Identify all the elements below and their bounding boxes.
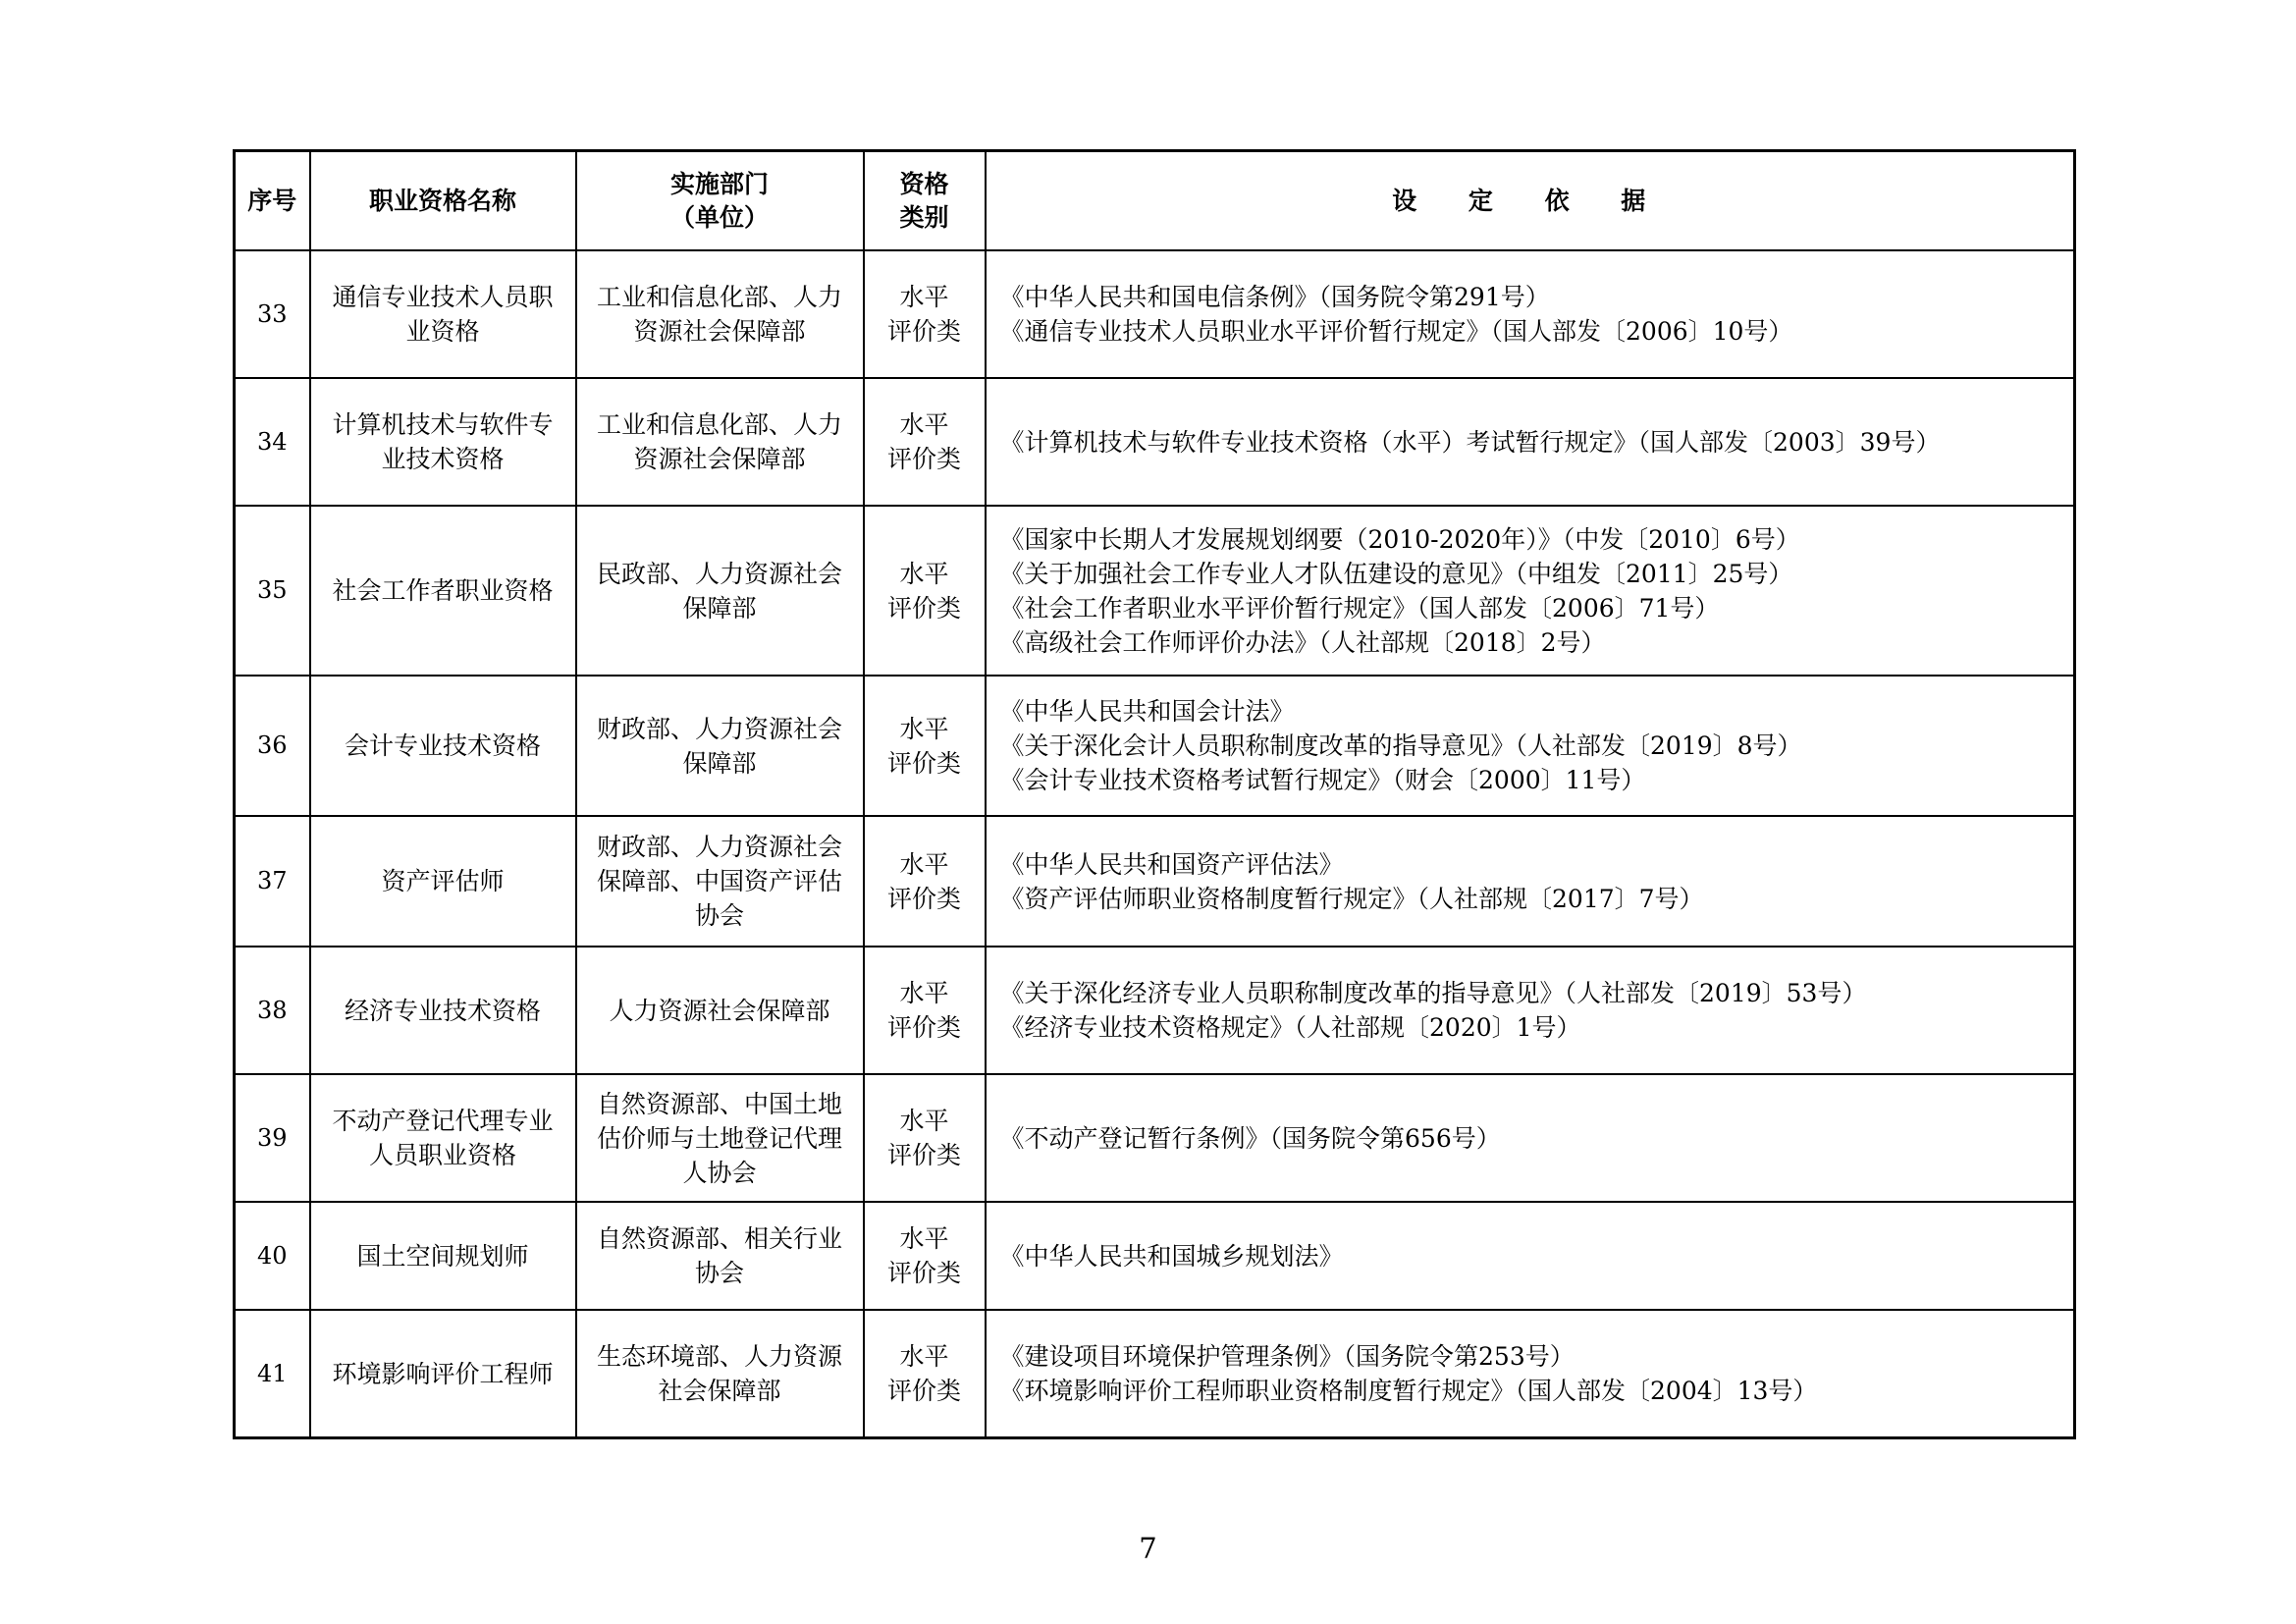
cell-category — [864, 1202, 986, 1310]
category-line: 评价类 — [886, 317, 961, 346]
qualification-table — [233, 149, 2076, 1439]
header-category — [864, 151, 986, 251]
cell-basis — [986, 250, 2075, 378]
cell-department — [576, 816, 864, 947]
category-line: 水平 — [899, 559, 949, 588]
table-row — [235, 1074, 2075, 1202]
header-name: 职业资格名称 — [310, 151, 576, 251]
cell-category — [864, 947, 986, 1074]
department-line: 资源社会保障部 — [633, 445, 806, 473]
cell-qualification-name — [310, 378, 576, 506]
table-row — [235, 506, 2075, 676]
table-header-row — [235, 151, 2075, 251]
table-row — [235, 676, 2075, 816]
department-line: 协会 — [694, 901, 744, 930]
cell-seq: 41 — [235, 1310, 310, 1438]
cell-seq: 36 — [235, 676, 310, 816]
basis-line: 《资产评估师职业资格制度暂行规定》（人社部规〔2017〕7号） — [999, 884, 1704, 913]
qualification-name-line: 通信专业技术人员职 — [332, 283, 554, 311]
qualification-name-line: 业资格 — [405, 317, 480, 346]
cell-basis — [986, 676, 2075, 816]
cell-category — [864, 1310, 986, 1438]
cell-qualification-name — [310, 506, 576, 676]
table-row — [235, 1202, 2075, 1310]
category-line: 评价类 — [886, 593, 961, 623]
department-line: 保障部、中国资产评估 — [596, 867, 842, 895]
cell-qualification-name — [310, 947, 576, 1074]
department-line: 人力资源社会保障部 — [609, 996, 830, 1025]
cell-category — [864, 506, 986, 676]
department-line: 自然资源部、相关行业 — [596, 1224, 842, 1253]
cell-department — [576, 1202, 864, 1310]
qualification-name-line: 环境影响评价工程师 — [332, 1359, 554, 1388]
category-line: 评价类 — [886, 445, 961, 473]
category-line: 评价类 — [886, 748, 961, 778]
cell-seq: 37 — [235, 816, 310, 947]
basis-line: 《建设项目环境保护管理条例》（国务院令第253号） — [999, 1342, 1575, 1371]
cell-department — [576, 1310, 864, 1438]
header-dept — [576, 151, 864, 251]
basis-line: 《通信专业技术人员职业水平评价暂行规定》（国人部发〔2006〕10号） — [999, 317, 1793, 346]
department-line: 保障部 — [682, 748, 757, 778]
department-line: 人协会 — [682, 1158, 757, 1187]
cell-basis — [986, 947, 2075, 1074]
category-line: 水平 — [899, 1224, 949, 1253]
qualification-name-line: 国土空间规划师 — [356, 1241, 529, 1271]
page-number: 7 — [1139, 1532, 1157, 1565]
department-line: 财政部、人力资源社会 — [596, 833, 842, 861]
cell-department — [576, 947, 864, 1074]
cell-qualification-name — [310, 1074, 576, 1202]
department-line: 工业和信息化部、人力 — [596, 283, 842, 311]
department-line: 保障部 — [682, 593, 757, 623]
qualification-name-line: 会计专业技术资格 — [344, 731, 541, 760]
cell-basis — [986, 816, 2075, 947]
category-line: 评价类 — [886, 884, 961, 913]
cell-basis — [986, 1074, 2075, 1202]
cell-department — [576, 378, 864, 506]
qualification-name-line: 人员职业资格 — [368, 1141, 516, 1169]
category-line: 水平 — [899, 1107, 949, 1135]
cell-department — [576, 250, 864, 378]
cell-category — [864, 676, 986, 816]
department-line: 民政部、人力资源社会 — [596, 559, 842, 588]
cell-basis — [986, 506, 2075, 676]
department-line: 工业和信息化部、人力 — [596, 410, 842, 439]
basis-line: 《中华人民共和国城乡规划法》 — [999, 1241, 1344, 1271]
basis-line: 《经济专业技术资格规定》（人社部规〔2020〕1号） — [999, 1013, 1581, 1042]
header-dept-line1: 实施部门 — [669, 169, 769, 198]
cell-basis — [986, 1202, 2075, 1310]
cell-seq: 33 — [235, 250, 310, 378]
cell-category — [864, 816, 986, 947]
cell-category — [864, 1074, 986, 1202]
basis-line: 《关于深化会计人员职称制度改革的指导意见》（人社部发〔2019〕8号） — [999, 731, 1802, 760]
department-line: 资源社会保障部 — [633, 317, 806, 346]
qualification-name-line: 经济专业技术资格 — [344, 996, 541, 1025]
table-row — [235, 378, 2075, 506]
cell-seq: 34 — [235, 378, 310, 506]
basis-line: 《关于加强社会工作专业人才队伍建设的意见》（中组发〔2011〕25号） — [999, 559, 1793, 588]
department-line: 财政部、人力资源社会 — [596, 714, 842, 743]
basis-line: 《环境影响评价工程师职业资格制度暂行规定》（国人部发〔2004〕13号） — [999, 1377, 1818, 1405]
table-row — [235, 250, 2075, 378]
department-line: 社会保障部 — [658, 1377, 781, 1405]
table-row — [235, 1310, 2075, 1438]
cell-basis — [986, 1310, 2075, 1438]
cell-qualification-name — [310, 1202, 576, 1310]
department-line: 生态环境部、人力资源 — [596, 1342, 842, 1371]
category-line: 水平 — [899, 410, 949, 439]
header-category-line1: 资格 — [899, 169, 949, 198]
category-line: 评价类 — [886, 1259, 961, 1287]
table-body — [235, 250, 2075, 1438]
cell-department — [576, 676, 864, 816]
cell-category — [864, 378, 986, 506]
cell-basis — [986, 378, 2075, 506]
table-row — [235, 947, 2075, 1074]
cell-seq: 35 — [235, 506, 310, 676]
category-line: 评价类 — [886, 1377, 961, 1405]
basis-line: 《国家中长期人才发展规划纲要（2010-2020年）》（中发〔2010〕6号） — [999, 524, 1800, 554]
department-line: 协会 — [694, 1259, 744, 1287]
basis-line: 《关于深化经济专业人员职称制度改革的指导意见》（人社部发〔2019〕53号） — [999, 979, 1867, 1007]
header-seq: 序号 — [235, 151, 310, 251]
qualification-name-line: 资产评估师 — [381, 867, 505, 895]
cell-category — [864, 250, 986, 378]
header-basis — [986, 151, 2075, 251]
department-line: 估价师与土地登记代理 — [596, 1123, 842, 1153]
category-line: 水平 — [899, 283, 949, 311]
cell-qualification-name — [310, 676, 576, 816]
basis-line: 《不动产登记暂行条例》（国务院令第656号） — [999, 1123, 1501, 1153]
cell-qualification-name — [310, 1310, 576, 1438]
cell-qualification-name — [310, 816, 576, 947]
qualification-name-line: 计算机技术与软件专 — [332, 410, 554, 439]
basis-line: 《计算机技术与软件专业技术资格（水平）考试暂行规定》（国人部发〔2003〕39号） — [999, 427, 1941, 457]
header-category-line2: 类别 — [899, 202, 949, 232]
category-line: 评价类 — [886, 1013, 961, 1042]
category-line: 水平 — [899, 714, 949, 743]
cell-seq: 38 — [235, 947, 310, 1074]
cell-department — [576, 506, 864, 676]
qualification-name-line: 不动产登记代理专业 — [332, 1107, 554, 1135]
basis-line: 《中华人民共和国会计法》 — [999, 697, 1295, 726]
table-row — [235, 816, 2075, 947]
cell-department — [576, 1074, 864, 1202]
qualification-name-line: 社会工作者职业资格 — [332, 576, 554, 605]
basis-line: 《中华人民共和国资产评估法》 — [999, 849, 1344, 879]
basis-line: 《会计专业技术资格考试暂行规定》（财会〔2000〕11号） — [999, 766, 1646, 794]
cell-seq: 40 — [235, 1202, 310, 1310]
basis-line: 《高级社会工作师评价办法》（人社部规〔2018〕2号） — [999, 627, 1606, 657]
category-line: 水平 — [899, 979, 949, 1007]
category-line: 评价类 — [886, 1141, 961, 1169]
category-line: 水平 — [899, 1342, 949, 1371]
cell-qualification-name — [310, 250, 576, 378]
header-basis-label: 设 定 依 据 — [1392, 186, 1668, 215]
category-line: 水平 — [899, 849, 949, 879]
basis-line: 《社会工作者职业水平评价暂行规定》（国人部发〔2006〕71号） — [999, 593, 1720, 623]
department-line: 自然资源部、中国土地 — [596, 1089, 842, 1118]
header-dept-line2: （单位） — [669, 202, 769, 232]
basis-line: 《中华人民共和国电信条例》（国务院令第291号） — [999, 283, 1550, 311]
qualification-name-line: 业技术资格 — [381, 445, 505, 473]
cell-seq: 39 — [235, 1074, 310, 1202]
